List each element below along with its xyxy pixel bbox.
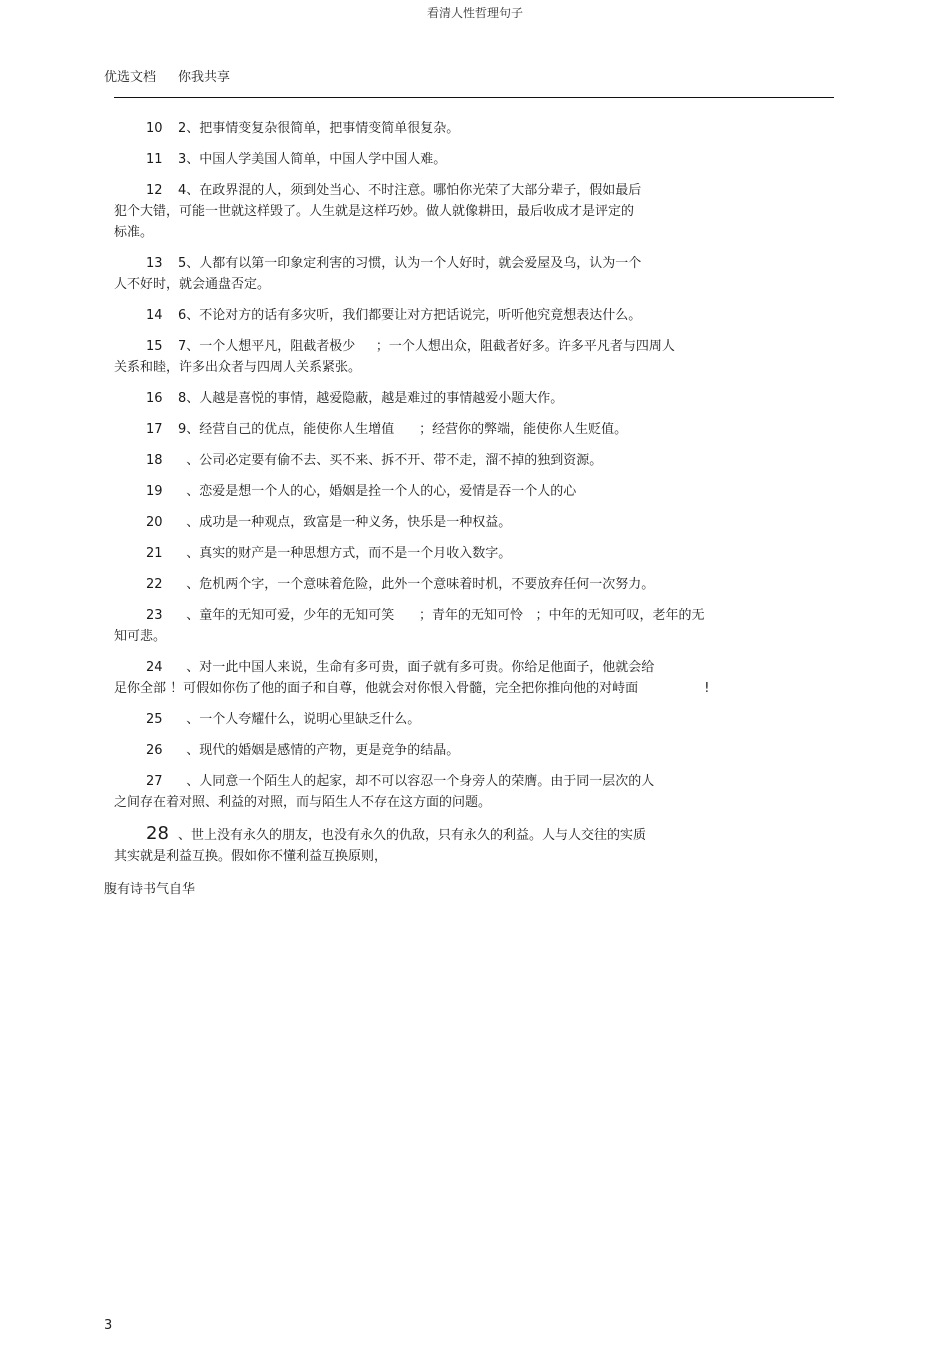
item-number: 15 [146,339,163,354]
item-number: 13 [146,256,163,271]
page-number: 3 [104,1318,113,1333]
item-number: 11 [146,152,163,167]
list-item [0,450,950,471]
item-number: 18 [146,453,163,468]
document-footer: 腹有诗书气自华 [104,882,196,897]
item-text: 、人同意一个陌生人的起家，却不可以容忍一个身旁人的荣膺。由于同一层次的人 [178,774,655,789]
item-number: 20 [146,515,163,530]
item-text: 标准。 [114,225,154,240]
item-text: 6、不论对方的话有多灾听，我们都要让对方把话说完，听听他究竟想表达什么。 [178,308,642,323]
item-number: 24 [146,660,163,675]
header-label-2: 你我共享 [178,70,231,85]
item-number: 28 [146,823,169,844]
item-text: 7、一个人想平凡，阻截者极少 ；一个人想出众，阻截者好多。许多平凡者与四周人 [178,339,675,354]
header-divider [114,97,834,98]
item-text: 4、在政界混的人，须到处当心、不时注意。哪怕你光荣了大部分辈子，假如最后 [178,183,642,198]
item-text: 关系和睦，许多出众者与四周人关系紧张。 [114,360,362,375]
item-number: 26 [146,743,163,758]
running-title: 看清人性哲理句子 [426,6,523,20]
list-item [0,823,950,867]
item-number: 22 [146,577,163,592]
item-text: 之间存在着对照、利益的对照，而与陌生人不存在这方面的问题。 [114,795,492,810]
item-text: 、恋爱是想一个人的心，婚姻是拴一个人的心，爱情是吞一个人的心 [178,484,577,499]
list-item [0,512,950,533]
item-text: 2、把事情变复杂很简单，把事情变简单很复杂。 [178,121,460,136]
list-item [0,709,950,730]
list-item [0,305,950,326]
item-text: 其实就是利益互换。假如你不懂利益互换原则， [114,849,388,864]
list-item [0,574,950,595]
item-number: 19 [146,484,163,499]
item-text: 8、人越是喜悦的事情，越爱隐蔽，越是难过的事情越爱小题大作。 [178,391,564,406]
list-item [0,253,950,295]
list-item [0,118,950,139]
list-item [0,657,950,699]
item-number: 16 [146,391,163,406]
item-text: 9、经营自己的优点，能使你人生增值 ；经营你的弊端，能使你人生贬值。 [178,422,628,437]
item-number: 25 [146,712,163,727]
list-item [0,771,950,813]
item-number: 17 [146,422,163,437]
item-number: 14 [146,308,163,323]
item-text: 、真实的财产是一种思想方式，而不是一个月收入数字。 [178,546,512,561]
list-item [0,543,950,564]
item-text: 犯个大错，可能一世就这样毁了。人生就是这样巧妙。做人就像耕田，最后收成才是评定的 [114,204,635,219]
list-item [0,388,950,409]
item-text: 3、中国人学美国人简单，中国人学中国人难。 [178,152,447,167]
item-text: 、对一此中国人来说，生命有多可贵，面子就有多可贵。你给足他面子，他就会给 [178,660,655,675]
item-text: 、公司必定要有偷不去、买不来、拆不开、带不走，溜不掉的独到资源。 [178,453,603,468]
item-text: 、现代的婚姻是感情的产物，更是竞争的结晶。 [178,743,460,758]
item-text: 人不好时，就会通盘否定。 [114,277,271,292]
item-text: 、成功是一种观点，致富是一种义务，快乐是一种权益。 [178,515,512,530]
item-text: 、世上没有永久的朋友，也没有永久的仇敌，只有永久的利益。人与人交往的实质 [178,828,647,843]
item-text: 、童年的无知可爱，少年的无知可笑 ；青年的无知可怜 ；中年的无知可叹，老年的无 [178,608,705,623]
list-item [0,336,950,378]
item-text: 5、人都有以第一印象定利害的习惯，认为一个人好时，就会爱屋及乌，认为一个 [178,256,642,271]
list-item [0,740,950,761]
list-item [0,605,950,647]
item-text: 、一个人夸耀什么，说明心里缺乏什么。 [178,712,421,727]
item-number: 27 [146,774,163,789]
item-number: 10 [146,121,163,136]
item-text: 足你全部 ！可假如你伤了他的面子和自尊，他就会对你恨入骨髓，完全把你推向他的对峙面 ! [114,681,710,696]
document-header [104,66,230,85]
quote-list [0,118,950,877]
item-number: 23 [146,608,163,623]
item-number: 12 [146,183,163,198]
list-item [0,149,950,170]
list-item [0,481,950,502]
list-item [0,419,950,440]
item-text: 知可悲。 [114,629,167,644]
item-number: 21 [146,546,163,561]
header-label-1: 优选文档 [104,70,157,85]
list-item [0,180,950,243]
item-text: 、危机两个字，一个意味着危险，此外一个意味着时机，不要放弃任何一次努力。 [178,577,655,592]
